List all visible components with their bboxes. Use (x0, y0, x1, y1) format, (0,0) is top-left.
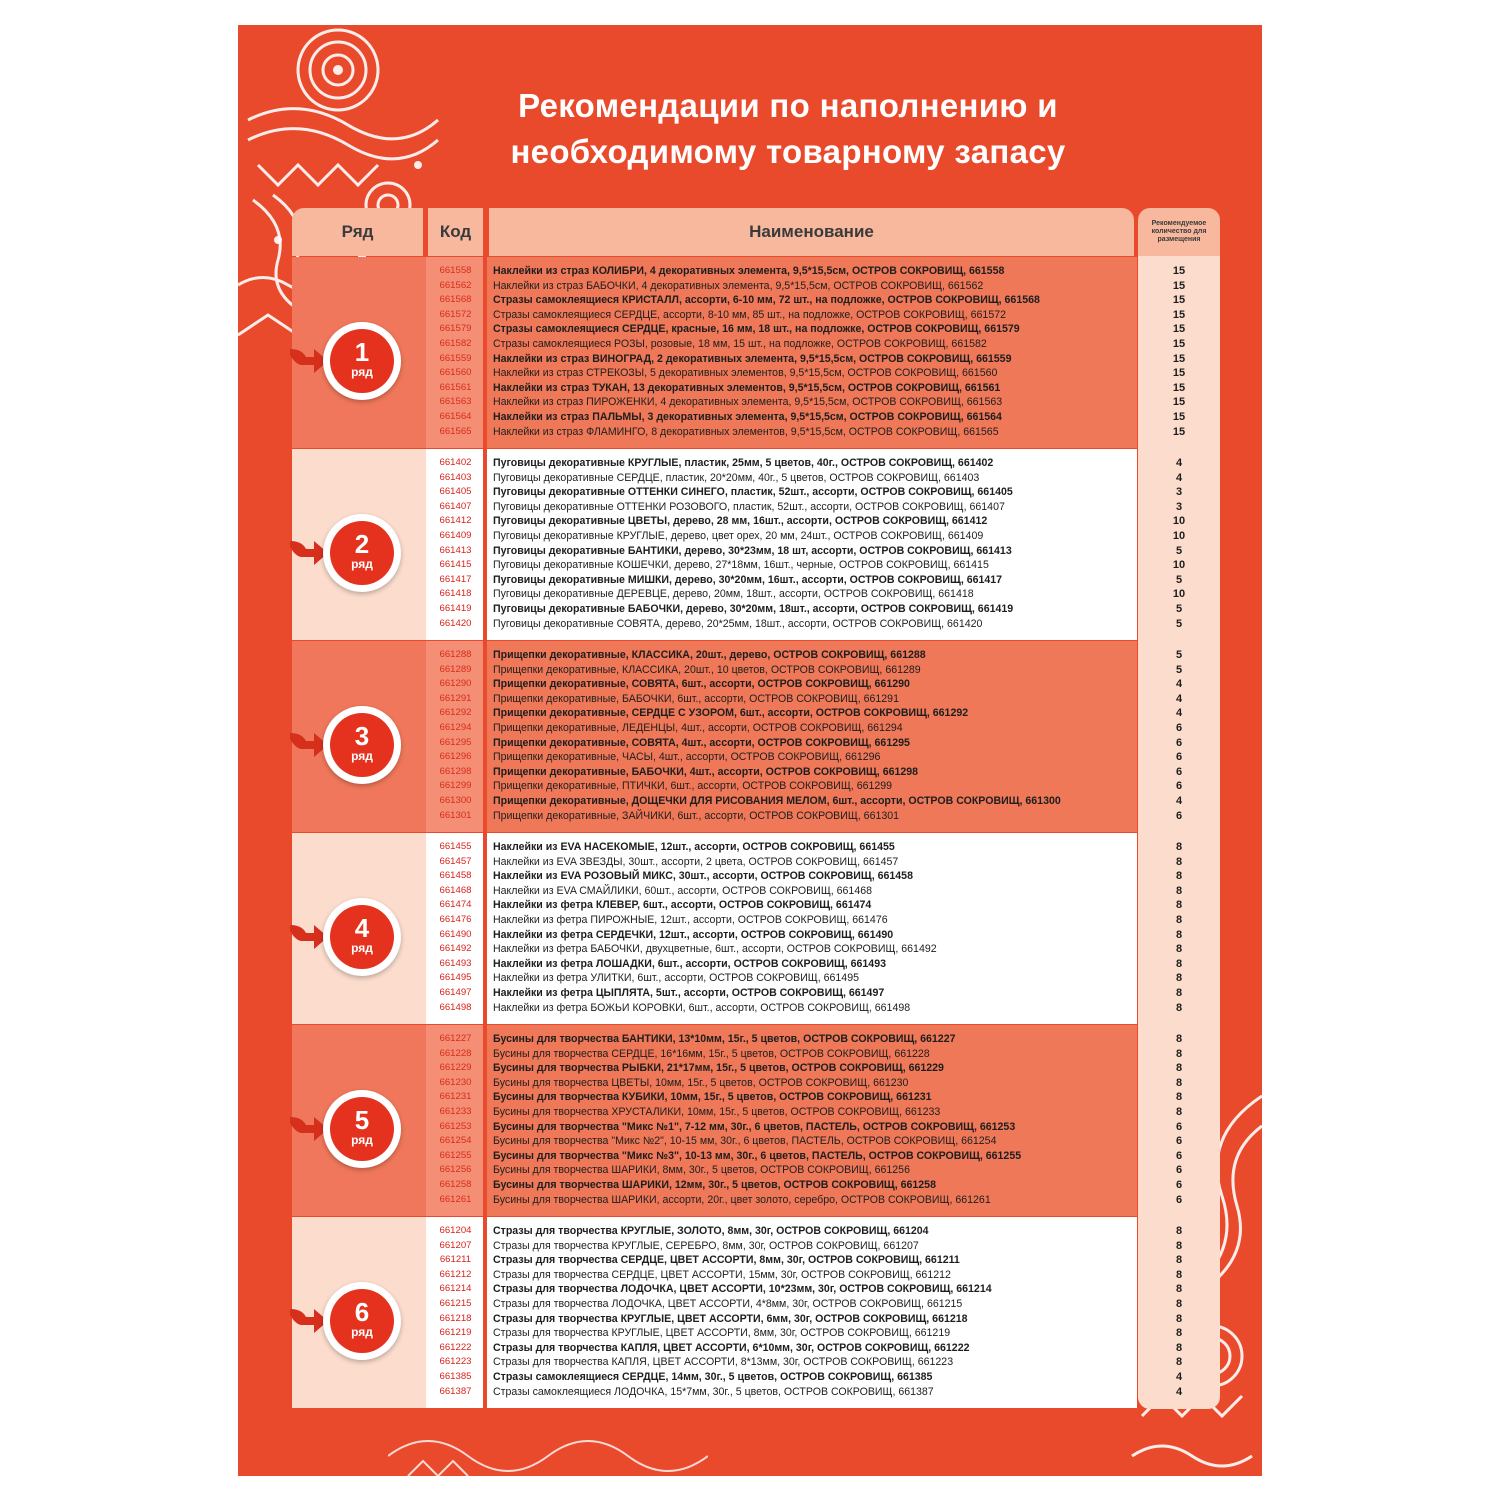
product-code: 661495 (439, 972, 472, 984)
product-code: 661233 (439, 1105, 472, 1117)
product-name: Стразы самоклеящиеся КРИСТАЛЛ, ассорти, 6-10 мм, 72 шт., на подложке, ОСТРОВ СОКРОВИЩ, 661568 (493, 294, 1040, 307)
product-name: Прищепки декоративные, ЛЕДЕНЦЫ, 4шт., ассорти, ОСТРОВ СОКРОВИЩ, 661294 (493, 721, 903, 734)
product-code: 661219 (439, 1327, 472, 1339)
recommended-quantity: 6 (1175, 1149, 1183, 1162)
code-list (428, 1224, 483, 1399)
name-list (493, 264, 1133, 439)
recommended-quantity: 6 (1175, 751, 1183, 764)
product-name: Наклейки из страз ТУКАН, 13 декоративных элементов, 9,5*15,5см, ОСТРОВ СОКРОВИЩ, 661561 (493, 381, 1001, 394)
badge-circle (330, 713, 394, 777)
code-list (428, 648, 483, 823)
row-number: 2 (354, 529, 370, 559)
product-name: Бусины для творчества БАНТИКИ, 13*10мм, 15г., 5 цветов, ОСТРОВ СОКРОВИЩ, 661227 (493, 1033, 956, 1045)
recommended-quantity: 8 (1175, 1076, 1183, 1089)
product-name: Бусины для творчества ШАРИКИ, 12мм, 30г., 5 цветов, ОСТРОВ СОКРОВИЩ, 661258 (493, 1178, 936, 1191)
row-number-badge (323, 706, 401, 784)
product-name: Пуговицы декоративные МИШКИ, дерево, 30*20мм, 16шт., ассорти, ОСТРОВ СОКРОВИЩ, 661417 (493, 573, 1003, 586)
recommended-quantity: 10 (1172, 515, 1186, 528)
recommended-quantity: 8 (1175, 1327, 1183, 1340)
product-name: Прищепки декоративные, БАБОЧКИ, 4шт., ассорти, ОСТРОВ СОКРОВИЩ, 661298 (493, 765, 919, 778)
product-code: 661295 (439, 736, 472, 748)
product-code: 661204 (439, 1225, 472, 1236)
recommended-quantity: 8 (1175, 841, 1183, 853)
title-line-2: необходимому товарному запасу (510, 133, 1066, 170)
product-name: Стразы для творчества КАПЛЯ, ЦВЕТ АССОРТИ, 8*13мм, 30г, ОСТРОВ СОКРОВИЩ, 661223 (493, 1356, 954, 1369)
recommended-quantity: 8 (1175, 1297, 1183, 1310)
product-name: Пуговицы декоративные БАБОЧКИ, дерево, 30*20мм, 18шт., ассорти, ОСТРОВ СОКРОВИЩ, 661419 (493, 602, 1014, 615)
product-code: 661563 (439, 396, 472, 408)
product-name: Бусины для творчества "Микс №1", 7-12 мм, 30г., 6 цветов, ПАСТЕЛЬ, ОСТРОВ СОКРОВИЩ, 661253 (493, 1120, 1016, 1133)
row-number: 1 (354, 337, 370, 367)
product-name: Наклейки из фетра КЛЕВЕР, 6шт., ассорти, ОСТРОВ СОКРОВИЩ, 661474 (493, 899, 872, 912)
product-code: 661415 (439, 559, 472, 571)
product-name: Пуговицы декоративные БАНТИКИ, дерево, 30*23мм, 18 шт, ассорти, ОСТРОВ СОКРОВИЩ, 661413 (493, 544, 1012, 557)
quantity-list (1138, 648, 1220, 823)
product-name: Бусины для творчества ШАРИКИ, ассорти, 20г., цвет золото, серебро, ОСТРОВ СОКРОВИЩ, 661261 (493, 1193, 991, 1206)
product-code: 661291 (439, 692, 472, 704)
product-name: Пуговицы декоративные СОВЯТА, дерево, 20*25мм, 18шт., ассорти, ОСТРОВ СОКРОВИЩ, 661420 (493, 617, 983, 630)
product-name: Наклейки из страз ВИНОГРАД, 2 декоративных элемента, 9,5*15,5см, ОСТРОВ СОКРОВИЩ, 661559 (493, 352, 1012, 365)
product-name: Пуговицы декоративные КРУГЛЫЕ, дерево, цвет орех, 20 мм, 24шт., ОСТРОВ СОКРОВИЩ, 661409 (493, 529, 984, 542)
recommended-quantity: 5 (1175, 573, 1183, 586)
recommended-quantity: 4 (1175, 1370, 1183, 1383)
recommended-quantity: 8 (1175, 1341, 1183, 1354)
product-name: Наклейки из фетра ЦЫПЛЯТА, 5шт., ассорти, ОСТРОВ СОКРОВИЩ, 661497 (493, 986, 885, 999)
product-name: Прищепки декоративные, ЗАЙЧИКИ, 6шт., ассорти, ОСТРОВ СОКРОВИЩ, 661301 (493, 809, 900, 822)
ethnic-ornament-bottom (388, 1406, 708, 1476)
product-name: Стразы для творчества КРУГЛЫЕ, ЦВЕТ АССОРТИ, 8мм, 30г, ОСТРОВ СОКРОВИЩ, 661219 (493, 1327, 951, 1340)
product-code: 661229 (439, 1062, 472, 1074)
product-name: Прищепки декоративные, СЕРДЦЕ С УЗОРОМ, 6шт., ассорти, ОСТРОВ СОКРОВИЩ, 661292 (493, 707, 969, 720)
product-name: Пуговицы декоративные ОТТЕНКИ РОЗОВОГО, пластик, 52шт., ассорти, ОСТРОВ СОКРОВИЩ, 661407 (493, 500, 1005, 513)
recommended-quantity: 8 (1175, 957, 1183, 970)
recommended-quantity: 8 (1175, 1062, 1183, 1075)
product-name: Прищепки декоративные, СОВЯТА, 6шт., ассорти, ОСТРОВ СОКРОВИЩ, 661290 (493, 678, 910, 691)
product-code: 661419 (439, 602, 472, 614)
recommended-quantity: 8 (1175, 899, 1183, 912)
product-name: Наклейки из EVA НАСЕКОМЫЕ, 12шт., ассорти, ОСТРОВ СОКРОВИЩ, 661455 (493, 841, 895, 853)
name-list (493, 648, 1133, 823)
recommended-quantity: 15 (1172, 425, 1186, 438)
poster (238, 25, 1262, 1476)
product-code: 661254 (439, 1135, 472, 1147)
recommended-quantity: 8 (1175, 928, 1183, 941)
row-number: 3 (354, 721, 370, 751)
recommended-quantity: 5 (1175, 602, 1183, 615)
row-label: ряд (351, 1133, 373, 1147)
recommended-quantity: 8 (1175, 1356, 1183, 1369)
badge-circle (330, 905, 394, 969)
row-number: 5 (354, 1105, 370, 1135)
product-name: Прищепки декоративные, ПТИЧКИ, 6шт., ассорти, ОСТРОВ СОКРОВИЩ, 661299 (493, 780, 893, 793)
recommended-quantity: 8 (1175, 1033, 1183, 1045)
product-name: Наклейки из страз ФЛАМИНГО, 8 декоративных элементов, 9,5*15,5см, ОСТРОВ СОКРОВИЩ, 661565 (493, 425, 999, 438)
header-code: Код (428, 208, 483, 256)
row-label: ряд (351, 749, 373, 763)
product-code: 661218 (439, 1312, 472, 1324)
product-name: Стразы для творчества КРУГЛЫЕ, ЦВЕТ АССОРТИ, 6мм, 30г, ОСТРОВ СОКРОВИЩ, 661218 (493, 1312, 968, 1325)
product-code: 661256 (439, 1164, 472, 1176)
product-name: Пуговицы декоративные ДЕРЕВЦЕ, дерево, 20мм, 18шт., ассорти, ОСТРОВ СОКРОВИЩ, 661418 (493, 588, 974, 601)
product-code: 661418 (439, 588, 472, 600)
product-code: 661255 (439, 1149, 472, 1161)
name-list (493, 456, 1133, 631)
recommended-quantity: 15 (1172, 352, 1186, 365)
recommended-quantity: 8 (1175, 972, 1183, 985)
recommendation-table (290, 208, 1259, 1407)
badge-circle (330, 1097, 394, 1161)
product-name: Прищепки декоративные, КЛАССИКА, 20шт., дерево, ОСТРОВ СОКРОВИЩ, 661288 (493, 649, 926, 661)
recommended-quantity: 8 (1175, 855, 1183, 868)
title-line-1: Рекомендации по наполнению и (518, 87, 1058, 124)
product-name: Пуговицы декоративные СЕРДЦЕ, пластик, 20*20мм, 40г., 5 цветов, ОСТРОВ СОКРОВИЩ, 661403 (493, 471, 980, 484)
product-code: 661301 (439, 809, 472, 821)
product-code: 661296 (439, 751, 472, 763)
page-title (388, 83, 1188, 175)
product-name: Наклейки из фетра БАБОЧКИ, двухцветные, 6шт., ассорти, ОСТРОВ СОКРОВИЩ, 661492 (493, 943, 937, 956)
recommended-quantity: 10 (1172, 529, 1186, 542)
product-code: 661402 (439, 457, 472, 468)
recommended-quantity: 5 (1175, 649, 1183, 661)
product-code: 661582 (439, 337, 472, 349)
product-code: 661458 (439, 870, 472, 882)
recommended-quantity: 15 (1172, 367, 1186, 380)
product-name: Прищепки декоративные, ЧАСЫ, 4шт., ассорти, ОСТРОВ СОКРОВИЩ, 661296 (493, 751, 881, 764)
row-number: 4 (354, 913, 370, 943)
recommended-quantity: 8 (1175, 1312, 1183, 1325)
product-name: Наклейки из страз КОЛИБРИ, 4 декоративных элемента, 9,5*15,5см, ОСТРОВ СОКРОВИЩ, 661558 (493, 265, 1005, 277)
quantity-list (1138, 264, 1220, 439)
recommended-quantity: 15 (1172, 396, 1186, 409)
product-code: 661300 (439, 794, 472, 806)
recommended-quantity: 10 (1172, 588, 1186, 601)
recommended-quantity: 4 (1175, 1385, 1183, 1398)
product-code: 661565 (439, 425, 472, 437)
product-name: Наклейки из страз ПИРОЖЕНКИ, 4 декоративных элемента, 9,5*15,5см, ОСТРОВ СОКРОВИЩ, 661563 (493, 396, 1003, 409)
recommended-quantity: 6 (1175, 809, 1183, 822)
recommended-quantity: 6 (1175, 1193, 1183, 1206)
product-code: 661261 (439, 1193, 472, 1205)
recommended-quantity: 3 (1175, 486, 1183, 499)
product-name: Стразы для творчества СЕРДЦЕ, ЦВЕТ АССОРТИ, 8мм, 30г, ОСТРОВ СОКРОВИЩ, 661211 (493, 1254, 960, 1267)
recommended-quantity: 4 (1175, 678, 1183, 691)
row-number-badge (323, 1282, 401, 1360)
header-row: Ряд (292, 208, 423, 256)
product-code: 661490 (439, 928, 472, 940)
product-code: 661253 (439, 1120, 472, 1132)
recommended-quantity: 10 (1172, 559, 1186, 572)
product-code: 661288 (439, 649, 472, 660)
product-code: 661562 (439, 279, 472, 291)
product-code: 661409 (439, 529, 472, 541)
product-name: Наклейки из фетра БОЖЬИ КОРОВКИ, 6шт., ассорти, ОСТРОВ СОКРОВИЩ, 661498 (493, 1001, 911, 1014)
product-name: Наклейки из EVA СМАЙЛИКИ, 60шт., ассорти, ОСТРОВ СОКРОВИЩ, 661468 (493, 884, 872, 897)
name-list (493, 1224, 1133, 1399)
row-label: ряд (351, 941, 373, 955)
product-code: 661215 (439, 1297, 472, 1309)
product-code: 661294 (439, 721, 472, 733)
recommended-quantity: 15 (1172, 294, 1186, 307)
recommended-quantity: 3 (1175, 500, 1183, 513)
quantity-list (1138, 456, 1220, 631)
recommended-quantity: 15 (1172, 410, 1186, 423)
product-code: 661560 (439, 367, 472, 379)
product-name: Бусины для творчества "Микс №2", 10-15 мм, 30г., 6 цветов, ПАСТЕЛЬ, ОСТРОВ СОКРОВИЩ, 661254 (493, 1135, 997, 1148)
product-name: Бусины для творчества ЦВЕТЫ, 10мм, 15г., 5 цветов, ОСТРОВ СОКРОВИЩ, 661230 (493, 1076, 909, 1089)
recommended-quantity: 8 (1175, 1105, 1183, 1118)
recommended-quantity: 4 (1175, 794, 1183, 807)
product-name: Бусины для творчества КУБИКИ, 10мм, 15г., 5 цветов, ОСТРОВ СОКРОВИЩ, 661231 (493, 1091, 932, 1104)
product-name: Стразы для творчества ЛОДОЧКА, ЦВЕТ АССОРТИ, 4*8мм, 30г, ОСТРОВ СОКРОВИЩ, 661215 (493, 1297, 963, 1310)
product-name: Наклейки из фетра ЛОШАДКИ, 6шт., ассорти, ОСТРОВ СОКРОВИЩ, 661493 (493, 957, 886, 970)
row-label: ряд (351, 557, 373, 571)
badge-circle (330, 1289, 394, 1353)
recommended-quantity: 8 (1175, 870, 1183, 883)
product-code: 661420 (439, 617, 472, 629)
product-code: 661228 (439, 1047, 472, 1059)
product-code: 661298 (439, 765, 472, 777)
product-name: Прищепки декоративные, БАБОЧКИ, 6шт., ассорти, ОСТРОВ СОКРОВИЩ, 661291 (493, 692, 899, 705)
product-name: Наклейки из EVA РОЗОВЫЙ МИКС, 30шт., ассорти, ОСТРОВ СОКРОВИЩ, 661458 (493, 870, 913, 883)
product-name: Стразы самоклеящиеся СЕРДЦЕ, красные, 16 мм, 18 шт., на подложке, ОСТРОВ СОКРОВИЩ, 661579 (493, 323, 1020, 336)
code-list (428, 264, 483, 439)
product-name: Пуговицы декоративные КРУГЛЫЕ, пластик, 25мм, 5 цветов, 40г., ОСТРОВ СОКРОВИЩ, 661402 (493, 457, 994, 469)
product-name: Наклейки из страз ПАЛЬМЫ, 3 декоративных элемента, 9,5*15,5см, ОСТРОВ СОКРОВИЩ, 661564 (493, 410, 1002, 423)
row-number-badge (323, 1090, 401, 1168)
product-code: 661211 (439, 1254, 472, 1266)
product-code: 661413 (439, 544, 472, 556)
product-name: Стразы самоклеящиеся РОЗЫ, розовые, 18 мм, 15 шт., на подложке, ОСТРОВ СОКРОВИЩ, 661582 (493, 337, 987, 350)
product-name: Прищепки декоративные, ДОЩЕЧКИ ДЛЯ РИСОВАНИЯ МЕЛОМ, 6шт., ассорти, ОСТРОВ СОКРОВИЩ, 661300 (493, 794, 1061, 807)
product-code: 661385 (439, 1370, 472, 1382)
product-code: 661558 (439, 265, 472, 276)
product-code: 661230 (439, 1076, 472, 1088)
recommended-quantity: 15 (1172, 337, 1186, 350)
product-name: Стразы самоклеящиеся СЕРДЦЕ, 14мм, 30г., 5 цветов, ОСТРОВ СОКРОВИЩ, 661385 (493, 1370, 933, 1383)
product-code: 661572 (439, 308, 472, 320)
row-number: 6 (354, 1297, 370, 1327)
product-code: 661407 (439, 500, 472, 512)
product-name: Пуговицы декоративные ОТТЕНКИ СИНЕГО, пластик, 52шт., ассорти, ОСТРОВ СОКРОВИЩ, 661405 (493, 486, 1013, 499)
product-name: Стразы для творчества СЕРДЦЕ, ЦВЕТ АССОРТИ, 15мм, 30г, ОСТРОВ СОКРОВИЩ, 661212 (493, 1268, 951, 1281)
product-name: Наклейки из фетра ПИРОЖНЫЕ, 12шт., ассорти, ОСТРОВ СОКРОВИЩ, 661476 (493, 913, 888, 926)
recommended-quantity: 8 (1175, 1283, 1183, 1296)
recommended-quantity: 8 (1175, 1239, 1183, 1252)
recommended-quantity: 6 (1175, 765, 1183, 778)
product-name: Бусины для творчества РЫБКИ, 21*17мм, 15г., 5 цветов, ОСТРОВ СОКРОВИЩ, 661229 (493, 1062, 944, 1075)
product-name: Стразы для творчества КАПЛЯ, ЦВЕТ АССОРТИ, 6*10мм, 30г, ОСТРОВ СОКРОВИЩ, 661222 (493, 1341, 970, 1354)
recommended-quantity: 8 (1175, 913, 1183, 926)
header-name: Наименование (489, 208, 1134, 256)
product-name: Прищепки декоративные, СОВЯТА, 4шт., ассорти, ОСТРОВ СОКРОВИЩ, 661295 (493, 736, 910, 749)
recommended-quantity: 8 (1175, 884, 1183, 897)
recommended-quantity: 8 (1175, 1047, 1183, 1060)
quantity-list (1138, 1032, 1220, 1207)
recommended-quantity: 8 (1175, 1254, 1183, 1267)
product-code: 661498 (439, 1001, 472, 1013)
product-name: Стразы самоклеящиеся СЕРДЦЕ, ассорти, 8-10 мм, 85 шт., на подложке, ОСТРОВ СОКРОВИЩ, 661572 (493, 308, 1006, 321)
recommended-quantity: 15 (1172, 279, 1186, 292)
recommended-quantity: 15 (1172, 308, 1186, 321)
product-code: 661258 (439, 1178, 472, 1190)
product-name: Наклейки из EVA ЗВЕЗДЫ, 30шт., ассорти, 2 цвета, ОСТРОВ СОКРОВИЩ, 661457 (493, 855, 899, 868)
recommended-quantity: 8 (1175, 986, 1183, 999)
quantity-list (1138, 840, 1220, 1015)
product-name: Бусины для творчества СЕРДЦЕ, 16*16мм, 15г., 5 цветов, ОСТРОВ СОКРОВИЩ, 661228 (493, 1047, 930, 1060)
product-code: 661564 (439, 410, 472, 422)
product-name: Бусины для творчества ШАРИКИ, 8мм, 30г., 5 цветов, ОСТРОВ СОКРОВИЩ, 661256 (493, 1164, 910, 1177)
recommended-quantity: 6 (1175, 1120, 1183, 1133)
product-name: Стразы для творчества ЛОДОЧКА, ЦВЕТ АССОРТИ, 10*23мм, 30г, ОСТРОВ СОКРОВИЩ, 661214 (493, 1283, 992, 1296)
recommended-quantity: 8 (1175, 943, 1183, 956)
product-code: 661289 (439, 663, 472, 675)
product-code: 661290 (439, 678, 472, 690)
product-code: 661405 (439, 486, 472, 498)
product-name: Бусины для творчества ХРУСТАЛИКИ, 10мм, 15г., 5 цветов, ОСТРОВ СОКРОВИЩ, 661233 (493, 1105, 941, 1118)
product-name: Наклейки из фетра СЕРДЕЧКИ, 12шт., ассорти, ОСТРОВ СОКРОВИЩ, 661490 (493, 928, 894, 941)
product-code: 661476 (439, 913, 472, 925)
recommended-quantity: 6 (1175, 736, 1183, 749)
recommended-quantity: 5 (1175, 663, 1183, 676)
recommended-quantity: 5 (1175, 617, 1183, 630)
product-name: Пуговицы декоративные КОШЕЧКИ, дерево, 27*18мм, 16шт., черные, ОСТРОВ СОКРОВИЩ, 661415 (493, 559, 989, 572)
recommended-quantity: 6 (1175, 1178, 1183, 1191)
name-list (493, 840, 1133, 1015)
product-code: 661222 (439, 1341, 472, 1353)
product-code: 661493 (439, 957, 472, 969)
product-code: 661568 (439, 294, 472, 306)
product-code: 661561 (439, 381, 472, 393)
code-list (428, 840, 483, 1015)
recommended-quantity: 6 (1175, 780, 1183, 793)
product-code: 661457 (439, 855, 472, 867)
row-number-badge (323, 322, 401, 400)
product-code: 661403 (439, 471, 472, 483)
product-name: Наклейки из фетра УЛИТКИ, 6шт., ассорти, ОСТРОВ СОКРОВИЩ, 661495 (493, 972, 859, 985)
product-code: 661497 (439, 986, 472, 998)
product-code: 661455 (439, 841, 472, 852)
recommended-quantity: 8 (1175, 1001, 1183, 1014)
row-number-badge (323, 514, 401, 592)
product-code: 661387 (439, 1385, 472, 1397)
recommended-quantity: 8 (1175, 1268, 1183, 1281)
product-code: 661474 (439, 899, 472, 911)
recommended-quantity: 6 (1175, 1135, 1183, 1148)
recommended-quantity: 8 (1175, 1091, 1183, 1104)
product-code: 661231 (439, 1091, 472, 1103)
product-code: 661417 (439, 573, 472, 585)
name-list (493, 1032, 1133, 1207)
product-code: 661559 (439, 352, 472, 364)
recommended-quantity: 4 (1175, 457, 1183, 469)
product-code: 661292 (439, 707, 472, 719)
recommended-quantity: 6 (1175, 721, 1183, 734)
row-label: ряд (351, 1325, 373, 1339)
product-name: Стразы для творчества КРУГЛЫЕ, ЗОЛОТО, 8мм, 30г, ОСТРОВ СОКРОВИЩ, 661204 (493, 1225, 929, 1237)
recommended-quantity: 8 (1175, 1225, 1183, 1237)
recommended-quantity: 6 (1175, 1164, 1183, 1177)
product-code: 661468 (439, 884, 472, 896)
product-code: 661492 (439, 943, 472, 955)
product-code: 661207 (439, 1239, 472, 1251)
product-name: Пуговицы декоративные ЦВЕТЫ, дерево, 28 мм, 16шт., ассорти, ОСТРОВ СОКРОВИЩ, 661412 (493, 515, 988, 528)
recommended-quantity: 4 (1175, 692, 1183, 705)
recommended-quantity: 4 (1175, 707, 1183, 720)
recommended-quantity: 5 (1175, 544, 1183, 557)
product-code: 661223 (439, 1356, 472, 1368)
product-code: 661227 (439, 1033, 472, 1044)
header-quantity: Рекомендуемое количество для размещения (1138, 208, 1220, 256)
product-name: Прищепки декоративные, КЛАССИКА, 20шт., 10 цветов, ОСТРОВ СОКРОВИЩ, 661289 (493, 663, 921, 676)
product-name: Бусины для творчества "Микс №3", 10-13 мм, 30г., 6 цветов, ПАСТЕЛЬ, ОСТРОВ СОКРОВИЩ, 661255 (493, 1149, 1022, 1162)
product-name: Наклейки из страз БАБОЧКИ, 4 декоративных элемента, 9,5*15,5см, ОСТРОВ СОКРОВИЩ, 661562 (493, 279, 984, 292)
product-name: Стразы для творчества КРУГЛЫЕ, СЕРЕБРО, 8мм, 30г, ОСТРОВ СОКРОВИЩ, 661207 (493, 1239, 919, 1252)
product-code: 661299 (439, 780, 472, 792)
recommended-quantity: 15 (1172, 323, 1186, 336)
row-label: ряд (351, 365, 373, 379)
code-list (428, 456, 483, 631)
product-code: 661212 (439, 1268, 472, 1280)
quantity-list (1138, 1224, 1220, 1399)
product-code: 661214 (439, 1283, 472, 1295)
badge-circle (330, 329, 394, 393)
code-list (428, 1032, 483, 1207)
product-name: Наклейки из страз СТРЕКОЗЫ, 5 декоративных элементов, 9,5*15,5см, ОСТРОВ СОКРОВИЩ, 661560 (493, 367, 998, 380)
recommended-quantity: 15 (1172, 265, 1186, 277)
product-code: 661579 (439, 323, 472, 335)
recommended-quantity: 15 (1172, 381, 1186, 394)
badge-circle (330, 521, 394, 585)
product-name: Стразы самоклеящиеся ЛОДОЧКА, 15*7мм, 30г., 5 цветов, ОСТРОВ СОКРОВИЩ, 661387 (493, 1385, 934, 1398)
row-number-badge (323, 898, 401, 976)
product-code: 661412 (439, 515, 472, 527)
recommended-quantity: 4 (1175, 471, 1183, 484)
